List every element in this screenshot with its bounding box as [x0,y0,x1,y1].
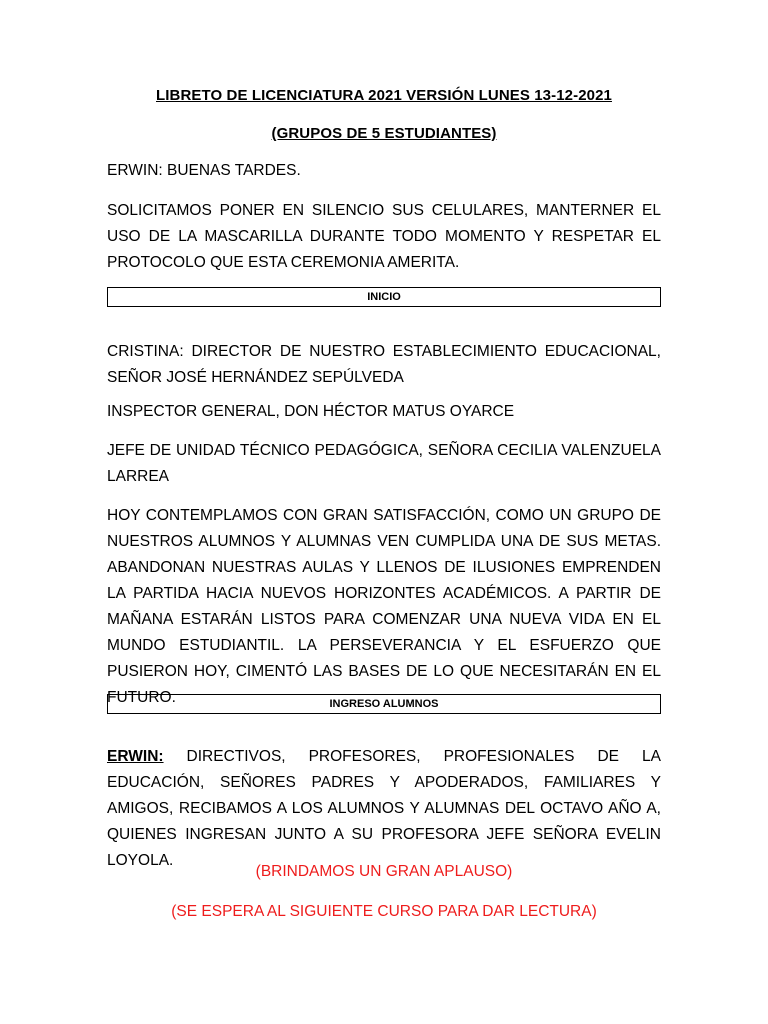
section-header-ingreso-alumnos: INGRESO ALUMNOS [107,694,661,714]
stage-direction-wait: (SE ESPERA AL SIGUIENTE CURSO PARA DAR LECTURA) [171,903,597,920]
document-title: LIBRETO DE LICENCIATURA 2021 VERSIÓN LUNES 13-12-2021 [156,87,612,104]
speaker-label: ERWIN: [107,748,164,765]
document-subtitle: (GRUPOS DE 5 ESTUDIANTES) [271,125,497,142]
paragraph-ingreso-text: DIRECTIVOS, PROFESORES, PROFESIONALES DE LA EDUCACIÓN, SEÑORES PADRES Y APODERADOS, FAMILIARES Y AMIGOS, RECIBAMOS A LOS ALUMNOS Y ALUMNAS DEL OCTAVO AÑO A, QUIENES INGRESAN JUNTO A SU PROFESORA JEFE SEÑORA EVELIN LOYOLA. [107,748,661,869]
section-header-inicio: INICIO [107,287,661,307]
paragraph-instructions: SOLICITAMOS PONER EN SILENCIO SUS CELULARES, MANTERNER EL USO DE LA MASCARILLA DURANTE TODO MOMENTO Y RESPETAR EL PROTOCOLO QUE ESTA CEREMONIA AMERITA. [107,202,661,271]
paragraph-greeting: ERWIN: BUENAS TARDES. [107,162,301,179]
paragraph-jefe-utp: JEFE DE UNIDAD TÉCNICO PEDAGÓGICA, SEÑORA CECILIA VALENZUELA LARREA [107,442,661,485]
paragraph-ingreso [107,744,661,874]
paragraph-inspector: INSPECTOR GENERAL, DON HÉCTOR MATUS OYARCE [107,403,515,420]
paragraph-director: CRISTINA: DIRECTOR DE NUESTRO ESTABLECIMIENTO EDUCACIONAL, SEÑOR JOSÉ HERNÁNDEZ SEPÚLVEDA [107,343,661,386]
stage-direction-applause: (BRINDAMOS UN GRAN APLAUSO) [255,863,513,880]
paragraph-speech: HOY CONTEMPLAMOS CON GRAN SATISFACCIÓN, COMO UN GRUPO DE NUESTROS ALUMNOS Y ALUMNAS VEN CUMPLIDA UNA DE SUS METAS. ABANDONAN NUESTRAS AULAS Y LLENOS DE ILUSIONES EMPRENDEN LA PARTIDA HACIA NUEVOS HORIZONTES ACADÉMICOS. A PARTIR DE MAÑANA ESTARÁN LISTOS PARA COMENZAR UNA NUEVA VIDA EN EL MUNDO ESTUDIANTIL. LA PERSEVERANCIA Y EL ESFUERZO QUE PUSIERON HOY, CIMENTÓ LAS BASES DE LO QUE NECESITARÁN EN EL FUTURO. [107,507,661,706]
